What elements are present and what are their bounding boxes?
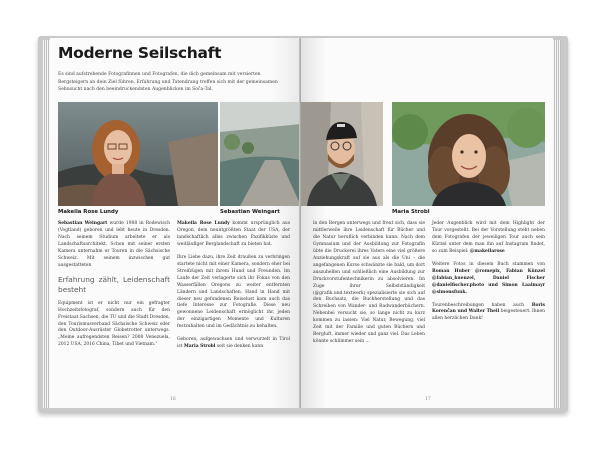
name-maria: Maria Strobl: [183, 344, 216, 350]
page-number-right: 17: [425, 397, 431, 402]
col2-text-4: seit sie denken kann: [215, 344, 264, 350]
column-2: [177, 221, 290, 351]
photo-maria-strobl: [392, 102, 545, 206]
col4-text-1a: Jeder Augenblick wird mit dem Highlight der Tour vorgestellt. Bei der Vorstellung steht neben dem Fotografen der jeweiligen Tour auch sein Kürzel unter dem man ihn auf Instagram findet, so zum Beispiel:: [432, 221, 545, 254]
caption-maria: Maria Strobl: [392, 209, 430, 215]
col1-text-1: wurde 1988 in Rodewisch (Vogtland) geboren und lebt heute in Dresden. Nach seinem Studium arbeitete er als Landschaftsarchitekt. Schon mit seiner ersten Kamera unternahm er Touren in die Sächsische Schweiz. Mit seinem inzwischen gut ausgestatteten: [58, 221, 171, 268]
right-page: [301, 38, 553, 408]
subheading: Erfahrung zählt, Leidenschaft besteht: [58, 274, 170, 294]
col1-text-2: Equipment ist er nicht nur ein gefragter Hochzeitsfotograf, sondern auch für den Freistaat Sachsen, die TU und die Stadt Dresden, den Tourismusverband Sächsische Schweiz oder den Outdoor-Ausrüster Globetrotter unterwegs. „Meine aufregendsten Reisen? 2008 Venezuela, 2012 USA, 2016 China, Tibet und Vietnam.“: [58, 300, 170, 348]
col4-text-3c: beigesteuert. Ihnen allen herzlichen Dank!: [432, 309, 545, 322]
photo-credits: Roman Huber @romepix, Fabian Künzel @fabian_kuenzel, Daniel Fischer @danielfischer.photo und Simon Laalmayr @simonsfunk.: [432, 268, 545, 295]
column-1: [58, 221, 170, 349]
col2-text-2: Ihre Liebe dazu, ihre Zeit draußen zu verbringen startete nicht mit einer Kamera, sondern eher bei Streifzügen mit ihrem Hund und Freunden. Im Laufe der Zeit verlagerte sich ihr Fokus von den Wasserfällen Oregons zu weiter entfernten Ländern und Landschaften. Hand in Hand mit dieser neu gefundenen Reiselust kam auch das tiefe Interesse zur Fotografie. Diese neu gewonnene Leidenschaft ermöglicht ihr, jeden der einzigartigen Momente und Kulturen festzuhalten und im Gedächtnis zu behalten.: [177, 254, 290, 330]
caption-makeila: Makeila Rose Lundy: [58, 209, 119, 215]
article-title: Moderne Seilschaft: [58, 44, 222, 62]
name-sebastian: Sebastian Weingart: [58, 221, 108, 226]
intro-paragraph: Es sind aufstrebende Fotografinnen und Fotografen, die dich gemeinsam mit versierten Bergsteigern an dein Ziel führen. Erfahrung und Tatendrang treffen sich mit der gemeinsamen Sehnsucht nach den beeindruckendsten Augenblicken im Soča-Tal.: [58, 72, 278, 93]
col4-text-3a: Tourenbeschreibungen haben auch: [432, 302, 532, 308]
tour-authors: Boris Korenčan und Walter Theil: [432, 302, 545, 315]
caption-sebastian: Sebastian Weingart: [220, 209, 280, 215]
instagram-handle: @makeilarose: [469, 248, 505, 254]
name-makeila: Makeila Rose Lundy: [177, 221, 230, 226]
photo-sebastian-weingart-left: [220, 102, 301, 206]
photo-makeila-rose-lundy: [58, 102, 218, 206]
photo-sebastian-weingart-right: [301, 102, 383, 206]
col2-text-1: kommt ursprünglich aus Oregon, dem neuntgrößten Staat der USA, der landschaftlich alles zwischen Pazifikküste und weitläufiger Berglandschaft zu bieten hat.: [177, 221, 290, 247]
page-number-left: 16: [170, 397, 176, 402]
col2-text-3: Geboren, aufgewachsen und verwurzelt in Tirol ist: [177, 337, 290, 350]
column-4: [432, 221, 545, 323]
column-3: [313, 221, 425, 346]
col4-text-2a: Weitere Fotos in diesem Buch stammen von: [432, 261, 545, 267]
left-page: [50, 38, 301, 408]
col3-text: in den Bergen unterwegs und freut sich, dass sie mittlerweile ihre Leidenschaft für Bücher und die Natur beruflich verbinden kann. Nach dem Gymnasium und der Ausbildung zur Fotografin übte die Druckerei ihres Vaters eine viel größere Anziehungskraft auf sie aus als die Uni – die angefangenen Kurse schwänzte sie bald, um dort auszuhelfen und schließlich eine Ausbildung zur Druckvorstufentechnikerin zu absolvieren. Im Zuge ihrer Selbstständigkeit (@grafik.und.textwerk) spezialisierte sie sich auf den Buchsatz, die Buchherstellung und das Schreiben von Wander- und Radwanderbüchern. Nebenbei versucht sie, so lange nicht zu kurz kommen zu lassen: Viel Natur, Bewegung, viel Zeit mit der Familie und guten Büchern und Bergluft, immer wieder und ganz viel. Das Leben könnte schlimmer sein …: [313, 221, 425, 345]
page-edges-right: [553, 40, 561, 408]
